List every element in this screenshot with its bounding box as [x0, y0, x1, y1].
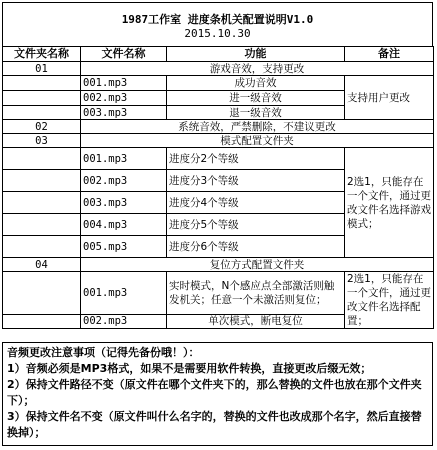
file-row: [3, 76, 434, 91]
empty-cell: [3, 76, 81, 91]
file-function: 进度分6个等级: [167, 236, 345, 258]
folder-name: 02: [3, 120, 81, 134]
empty-cell: [3, 272, 81, 315]
file-name: 002.mp3: [81, 314, 167, 328]
folder-name: 04: [3, 258, 81, 272]
folder-description: 系统音效，严禁删除，不建议更改: [81, 120, 434, 134]
note-item: 2）保持文件路径不变（原文件在哪个文件夹下的，那么替换的文件也放在那个文件夹下）；: [7, 378, 422, 407]
notes-heading: 音频更改注意事项（记得先备份哦！）：: [7, 346, 200, 359]
header-folder: 文件夹名称: [3, 47, 81, 62]
file-function: 单次模式，断电复位: [167, 314, 345, 328]
file-name: 001.mp3: [81, 272, 167, 315]
file-remark: 2选1，只能存在一个文件，通过更改文件名选择配置；: [345, 272, 434, 329]
file-row: [3, 272, 434, 315]
file-function: 进度分5个等级: [167, 214, 345, 236]
empty-cell: [3, 214, 81, 236]
file-function: 成功音效: [167, 76, 345, 91]
file-name: 001.mp3: [81, 76, 167, 91]
file-function: 进度分4个等级: [167, 192, 345, 214]
title-line-1: 1987工作室 进度条机关配置说明V1.0: [121, 13, 314, 26]
folder-row: [3, 258, 434, 272]
header-function: 功能: [167, 47, 345, 62]
file-name: 004.mp3: [81, 214, 167, 236]
file-function: 进度分2个等级: [167, 148, 345, 170]
empty-cell: [3, 148, 81, 170]
empty-cell: [3, 170, 81, 192]
file-function: 实时模式，N个感应点全部激活则触发机关；任意一个未激活则复位；: [167, 272, 345, 315]
header-file: 文件名称: [81, 47, 167, 62]
empty-cell: [3, 106, 81, 120]
file-name: 002.mp3: [81, 170, 167, 192]
header-remark: 备注: [345, 47, 434, 62]
notes-section: [2, 342, 433, 446]
folder-description: 复位方式配置文件夹: [81, 258, 434, 272]
file-name: 002.mp3: [81, 91, 167, 106]
file-name: 003.mp3: [81, 106, 167, 120]
title-date: 2015.10.30: [184, 27, 251, 40]
file-function: 退一级音效: [167, 106, 345, 120]
empty-cell: [3, 236, 81, 258]
file-function: 进一级音效: [167, 91, 345, 106]
note-item: 3）保持文件名不变（原文件叫什么名字的，替换的文件也改成那个名字，然后直接替换掉）；: [7, 410, 422, 439]
file-name: 005.mp3: [81, 236, 167, 258]
empty-cell: [3, 91, 81, 106]
sheet-title: [2, 2, 433, 47]
file-row: [3, 148, 434, 170]
folder-description: 游戏音效，支持更改: [81, 62, 434, 76]
folder-name: 03: [3, 134, 81, 148]
empty-cell: [3, 192, 81, 214]
folder-description: 模式配置文件夹: [81, 134, 434, 148]
header-row: [3, 47, 434, 62]
file-remark: 2选1，只能存在一个文件，通过更改文件名选择游戏模式；: [345, 148, 434, 258]
folder-row: [3, 62, 434, 76]
empty-cell: [3, 314, 81, 328]
file-name: 003.mp3: [81, 192, 167, 214]
folder-row: [3, 120, 434, 134]
file-function: 进度分3个等级: [167, 170, 345, 192]
note-item: 1）音频必须是MP3格式，如果不是需要用软件转换，直接更改后缀无效；: [7, 362, 372, 375]
file-name: 001.mp3: [81, 148, 167, 170]
config-table: [2, 46, 434, 329]
folder-name: 01: [3, 62, 81, 76]
folder-row: [3, 134, 434, 148]
file-remark: 支持用户更改: [345, 76, 434, 120]
